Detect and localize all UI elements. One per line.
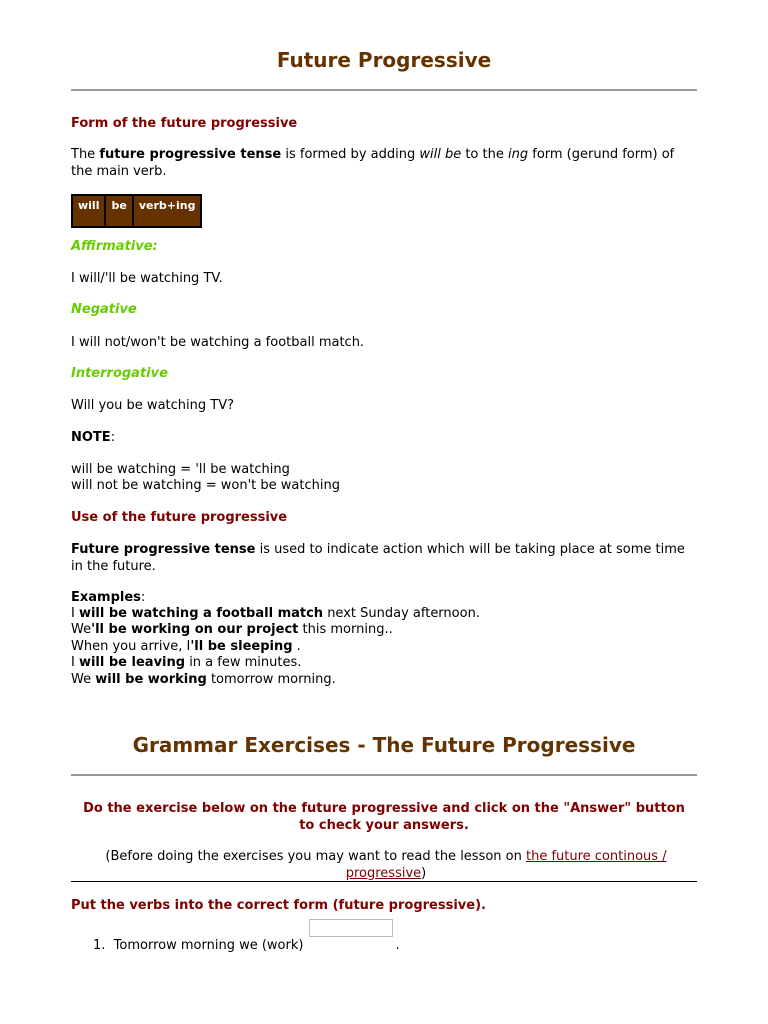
example-line-4: I will be leaving in a few minutes. <box>71 655 302 670</box>
title-divider <box>71 89 697 91</box>
exercise-item-end: . <box>395 938 400 953</box>
example-line-5: We will be working tomorrow morning. <box>71 672 336 687</box>
note-line-2: will not be watching = won't be watching <box>71 478 340 493</box>
exercise-item-text: Tomorrow morning we (work) <box>113 938 304 953</box>
use-section-title: Use of the future progressive <box>71 510 288 525</box>
before-note: (Before doing the exercises you may want to read the lesson on the future continous / progressive) <box>105 849 667 881</box>
formula-cell-will: will <box>73 196 104 226</box>
exercises-divider <box>71 774 697 776</box>
formula-table <box>71 194 202 228</box>
note-label: NOTE: <box>71 430 116 445</box>
interrogative-example: Will you be watching TV? <box>71 398 234 413</box>
answer-input[interactable] <box>309 919 393 937</box>
page-title: Future Progressive <box>276 48 492 72</box>
use-paragraph: Future progressive tense is used to indicate action which will be taking place at some time in the future. <box>71 542 685 574</box>
exercises-title: Grammar Exercises - The Future Progressive <box>132 733 636 757</box>
section-divider <box>71 881 697 882</box>
examples-label: Examples: <box>71 590 146 605</box>
note-line-1: will be watching = 'll be watching <box>71 462 290 477</box>
interrogative-label: Interrogative <box>71 366 168 381</box>
example-line-3: When you arrive, I'll be sleeping . <box>71 639 301 654</box>
exercise-item-number: 1. <box>93 938 106 953</box>
form-section-title: Form of the future progressive <box>71 116 298 131</box>
formula-cell-be: be <box>106 196 131 226</box>
lesson-link[interactable]: the future continous / progressive <box>345 849 667 881</box>
affirmative-label: Affirmative: <box>71 239 158 254</box>
form-paragraph: The future progressive tense is formed by adding will be to the ing form (gerund form) of the main verb. <box>71 147 675 179</box>
exercise-item <box>93 935 693 953</box>
exercise-instruction: Put the verbs into the correct form (future progressive). <box>71 898 486 913</box>
affirmative-example: I will/'ll be watching TV. <box>71 271 223 286</box>
negative-label: Negative <box>71 302 137 317</box>
example-line-2: We'll be working on our project this morning.. <box>71 622 393 637</box>
example-line-1: I will be watching a football match next Sunday afternoon. <box>71 606 480 621</box>
exercise-intro: Do the exercise below on the future progressive and click on the "Answer" button to check your answers. <box>83 801 685 833</box>
formula-cell-verb-ing: verb+ing <box>134 196 201 226</box>
negative-example: I will not/won't be watching a football match. <box>71 335 365 350</box>
